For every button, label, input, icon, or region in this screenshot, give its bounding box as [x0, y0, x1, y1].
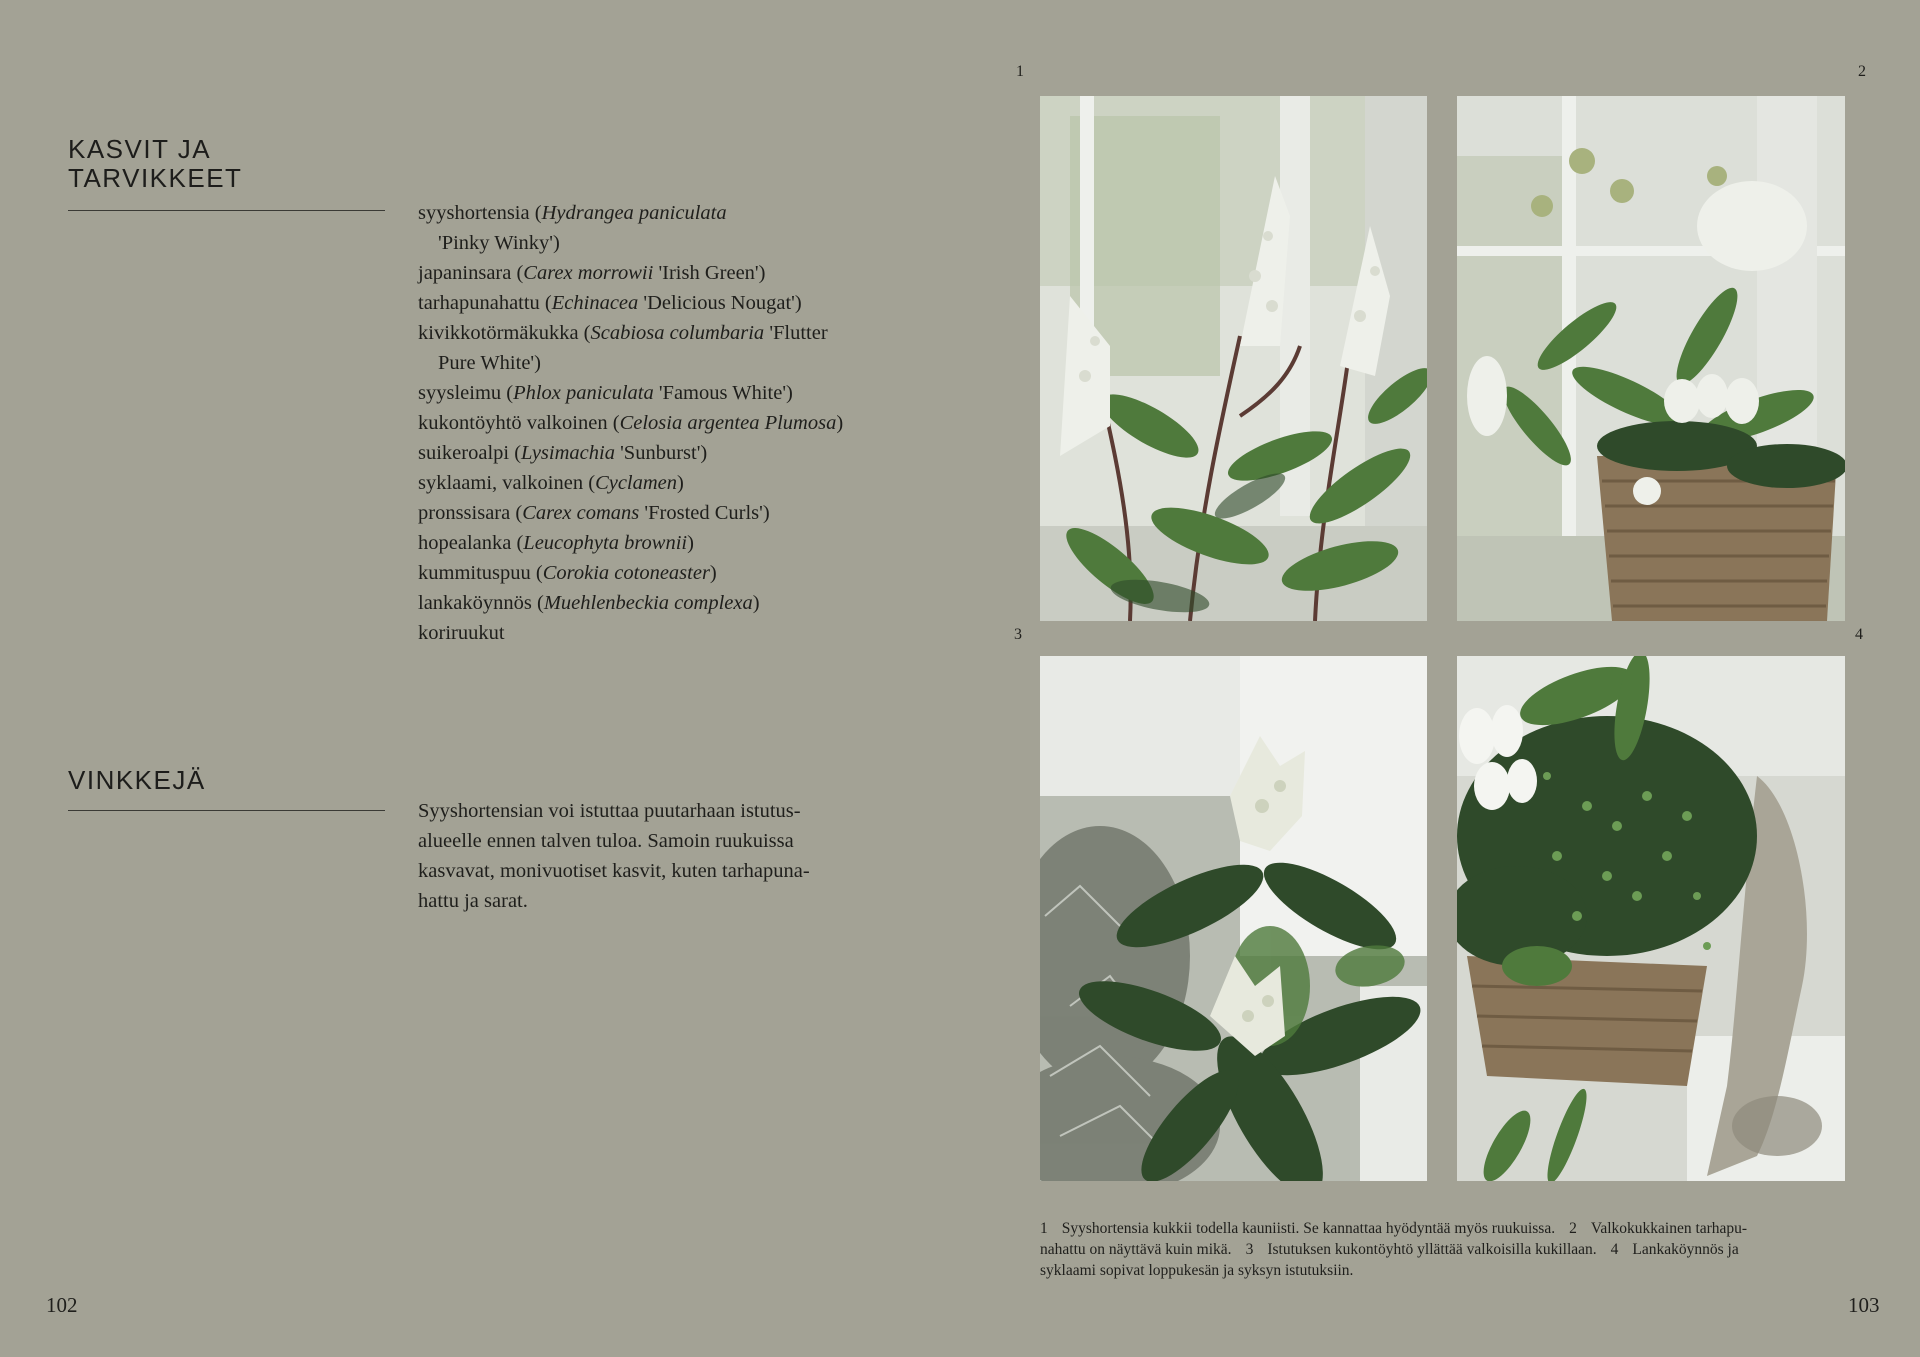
plant-common-name: pronssisara (	[418, 502, 523, 524]
plant-common-name: syklaami, valkoinen (	[418, 472, 596, 494]
plant-list-item	[418, 258, 878, 288]
plant-list-item	[418, 558, 878, 588]
plant-list-item	[418, 198, 878, 258]
plant-cultivar: 'Famous White')	[653, 382, 793, 404]
caption-text: nahattu on näyttävä kuin mikä.	[1040, 1241, 1232, 1258]
caption-line	[1040, 1260, 1845, 1281]
plant-list-item	[418, 288, 878, 318]
plant-latin-name: Celosia argentea Plumosa	[619, 412, 837, 434]
photo-echinacea-basket	[1457, 96, 1845, 621]
plant-list	[418, 198, 878, 648]
caption-number: 4	[1610, 1241, 1619, 1258]
plant-common-name: japaninsara (	[418, 262, 524, 284]
plant-latin-name: Echinacea	[551, 292, 639, 314]
plant-cultivar: )	[836, 412, 844, 434]
photo-number-4: 4	[1855, 626, 1863, 643]
caption-number: 3	[1245, 1241, 1254, 1258]
plant-list-item	[418, 468, 878, 498]
photo-celosia	[1040, 656, 1427, 1181]
plant-cultivar: 'Flutter	[764, 322, 828, 344]
plant-common-name: kukontöyhtö valkoinen (	[418, 412, 620, 434]
page-number-right: 103	[1848, 1293, 1880, 1317]
plant-latin-name: Muehlenbeckia complexa	[543, 592, 753, 614]
plant-common-name: suikeroalpi (	[418, 442, 522, 464]
plants-heading-rule	[68, 210, 385, 211]
tips-line: Syyshortensian voi istuttaa puutarhaan istutus-	[418, 800, 801, 822]
plant-list-item	[418, 588, 878, 618]
plant-cultivar: )	[687, 532, 694, 554]
plant-cultivar: )	[752, 592, 760, 614]
plant-latin-name: Phlox paniculata	[513, 382, 654, 404]
caption-line	[1040, 1239, 1845, 1260]
plant-common-name: syysleimu (	[418, 382, 514, 404]
tips-line: alueelle ennen talven tuloa. Samoin ruukuissa	[418, 830, 794, 852]
plants-heading-line2: TARVIKKEET	[68, 163, 243, 193]
caption-text: Istutuksen kukontöyhtö yllättää valkoisilla kukillaan.	[1267, 1241, 1597, 1258]
photo-number-1: 1	[1016, 63, 1024, 80]
plant-list-item	[418, 408, 878, 438]
plant-latin-name: Carex morrowii	[523, 262, 654, 284]
plant-common-name: koriruukut	[418, 622, 505, 644]
plant-cultivar: )	[709, 562, 717, 584]
plant-cultivar: 'Delicious Nougat')	[638, 292, 802, 314]
plant-cultivar: 'Frosted Curls')	[639, 502, 770, 524]
plant-latin-name: Lysimachia	[521, 442, 615, 464]
plant-list-item	[418, 618, 878, 648]
plants-heading	[68, 135, 242, 193]
plant-list-item	[418, 498, 878, 528]
right-page	[960, 0, 1920, 1357]
plant-list-item	[418, 438, 878, 468]
photo-number-2: 2	[1858, 63, 1866, 80]
plant-common-name: kivikkotörmäkukka (	[418, 322, 591, 344]
plant-cultivar: 'Irish Green')	[653, 262, 766, 284]
plant-cultivar-continued: 'Pinky Winky')	[438, 232, 560, 254]
page-number-left: 102	[46, 1293, 78, 1317]
tips-line: hattu ja sarat.	[418, 890, 528, 912]
tips-heading-rule	[68, 810, 385, 811]
plant-latin-name: Cyclamen	[595, 472, 678, 494]
plant-common-name: hopealanka (	[418, 532, 524, 554]
plant-common-name: tarhapunahattu (	[418, 292, 552, 314]
plant-common-name: lankaköynnös (	[418, 592, 544, 614]
photo-caption	[1040, 1218, 1845, 1281]
caption-line	[1040, 1218, 1845, 1239]
plant-cultivar: 'Sunburst')	[614, 442, 708, 464]
plant-common-name: kummituspuu (	[418, 562, 543, 584]
plants-heading-line1: KASVIT JA	[68, 134, 212, 164]
caption-text: Syyshortensia kukkii todella kauniisti. Se kannattaa hyödyntää myös ruukuissa.	[1061, 1220, 1556, 1237]
plant-latin-name: Hydrangea paniculata	[541, 202, 727, 224]
plant-cultivar-continued: Pure White')	[438, 352, 541, 374]
plant-latin-name: Leucophyta brownii	[523, 532, 688, 554]
plant-list-item	[418, 528, 878, 558]
caption-number: 2	[1569, 1220, 1577, 1237]
tips-paragraph	[418, 796, 858, 916]
caption-text: syklaami sopivat loppukesän ja syksyn istutuksiin.	[1040, 1262, 1354, 1279]
tips-line: kasvavat, monivuotiset kasvit, kuten tarhapuna-	[418, 860, 810, 882]
plant-list-item	[418, 318, 878, 378]
caption-number: 1	[1040, 1220, 1048, 1237]
photo-hydrangea	[1040, 96, 1427, 621]
photo-number-3: 3	[1014, 626, 1022, 643]
plant-latin-name: Carex comans	[522, 502, 640, 524]
plant-latin-name: Scabiosa columbaria	[590, 322, 765, 344]
plant-latin-name: Corokia cotoneaster	[542, 562, 710, 584]
plant-list-item	[418, 378, 878, 408]
tips-heading: VINKKEJÄ	[68, 765, 206, 795]
plant-common-name: syyshortensia (	[418, 202, 542, 224]
caption-text: Lankaköynnös ja	[1632, 1241, 1739, 1258]
caption-text: Valkokukkainen tarhapu-	[1590, 1220, 1748, 1237]
photo-muehlenbeckia-cyclamen	[1457, 656, 1845, 1181]
plant-cultivar: )	[677, 472, 684, 494]
